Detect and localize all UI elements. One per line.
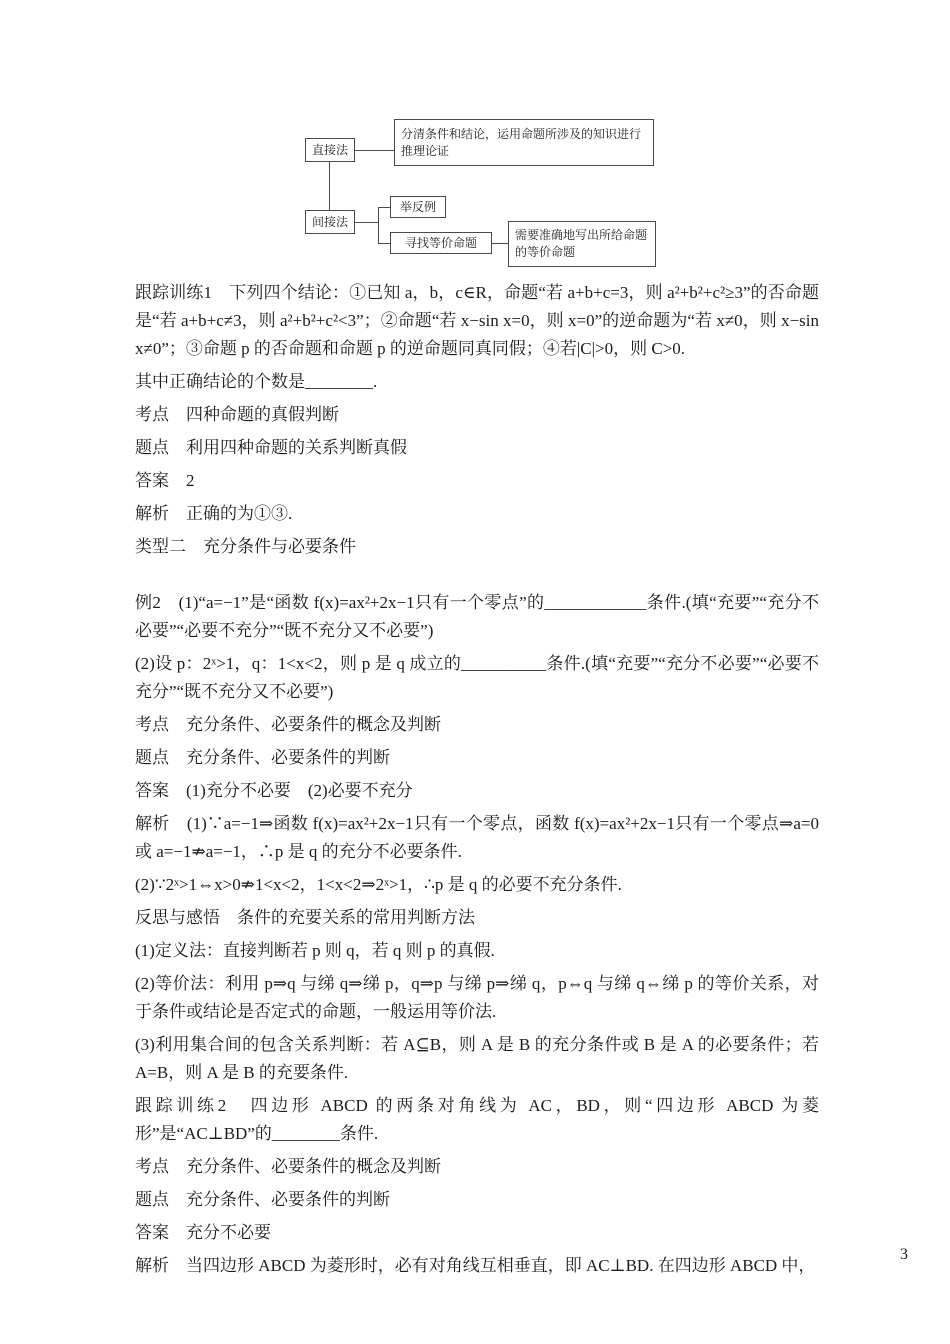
connector-line — [378, 207, 390, 208]
tracking-exercise-1: 跟踪训练1 下列四个结论：①已知 a，b，c∈R，命题“若 a+b+c=3，则 a²+b²+c²≥3”的否命题是“若 a+b+c≠3，则 a²+b²+c²<3”；②命题“若 x−sin x=0，则 x=0”的逆命题为“若 x≠0，则 x−sin x≠0”；③命题 p 的否命题和命题 p 的逆命题同真同假；④若|C|>0，则 C>0. — [135, 283, 819, 358]
connector-line — [492, 243, 508, 244]
tidian-line-1: 题点 利用四种命题的关系判断真假 — [135, 438, 407, 457]
reflection-heading: 反思与感悟 条件的充要关系的常用判断方法 — [135, 908, 475, 927]
flowchart-box-direct-method: 直接法 — [305, 138, 355, 162]
document-body — [135, 279, 819, 1285]
tidian-line-3: 题点 充分条件、必要条件的判断 — [135, 1190, 390, 1209]
connector-line — [378, 243, 390, 244]
example-2-part2: (2)设 p：2ˣ>1，q：1<x<2，则 p 是 q 成立的__________条件.(填“充要”“充分不必要”“必要不充分”“既不充分又不必要”) — [135, 654, 819, 701]
answer-line-1: 答案 2 — [135, 471, 195, 490]
method-equivalence: (2)等价法：利用 p⇒q 与绨 q⇒绨 p，q⇒p 与绨 p⇒绨 q，p⇔q 与绨 q⇔绨 p 的等价关系，对于条件或结论是否定式的命题，一般运用等价法. — [135, 974, 819, 1021]
kaodian-line-3: 考点 充分条件、必要条件的概念及判断 — [135, 1157, 441, 1176]
blank-question-line: 其中正确结论的个数是________. — [135, 372, 378, 391]
connector-line — [355, 222, 378, 223]
method-definition: (1)定义法：直接判断若 p 则 q，若 q 则 p 的真假. — [135, 941, 495, 960]
section-heading-type2: 类型二 充分条件与必要条件 — [135, 537, 356, 556]
page-number: 3 — [900, 1246, 908, 1263]
method-set-inclusion: (3)利用集合间的包含关系判断：若 A⊆B，则 A 是 B 的充分条件或 B 是 A 的必要条件；若 A=B，则 A 是 B 的充要条件. — [135, 1035, 819, 1082]
method-flowchart — [0, 112, 950, 282]
answer-line-2: 答案 (1)充分不必要 (2)必要不充分 — [135, 781, 413, 800]
example-2-part1: 例2 (1)“a=−1”是“函数 f(x)=ax²+2x−1只有一个零点”的____________条件.(填“充要”“充分不必要”“必要不充分”“既不充分又不必要”) — [135, 593, 819, 640]
flowchart-box-direct-desc: 分清条件和结论，运用命题所涉及的知识进行推理论证 — [394, 119, 654, 166]
answer-line-3: 答案 充分不必要 — [135, 1223, 271, 1242]
analysis-2-part1: 解析 (1)∵a=−1⇒函数 f(x)=ax²+2x−1只有一个零点，函数 f(x)=ax²+2x−1只有一个零点⇒a=0 或 a=−1⇏a=−1，∴p 是 q 的充分不必要条件. — [135, 814, 819, 861]
connector-line — [355, 150, 394, 151]
flowchart-box-equivalent-proposition: 寻找等价命题 — [390, 232, 492, 254]
kaodian-line-2: 考点 充分条件、必要条件的概念及判断 — [135, 715, 441, 734]
kaodian-line-1: 考点 四种命题的真假判断 — [135, 405, 339, 424]
analysis-2-part2: (2)∵2ˣ>1⇔x>0⇏1<x<2，1<x<2⇒2ˣ>1，∴p 是 q 的必要不充分条件. — [135, 875, 622, 894]
tidian-line-2: 题点 充分条件、必要条件的判断 — [135, 748, 390, 767]
tracking-exercise-2: 跟踪训练2 四边形 ABCD 的两条对角线为 AC，BD，则“四边形 ABCD 为菱形”是“AC⊥BD”的________条件. — [135, 1096, 819, 1143]
analysis-line-1: 解析 正确的为①③. — [135, 504, 293, 523]
analysis-line-3: 解析 当四边形 ABCD 为菱形时，必有对角线互相垂直，即 AC⊥BD. 在四边形 ABCD 中， — [135, 1256, 816, 1275]
flowchart-box-indirect-method: 间接法 — [305, 210, 355, 234]
flowchart-box-counterexample: 举反例 — [390, 196, 446, 218]
flowchart-box-equivalent-desc: 需要准确地写出所给命题的等价命题 — [508, 221, 656, 267]
connector-line — [329, 162, 330, 210]
connector-line — [378, 207, 379, 243]
